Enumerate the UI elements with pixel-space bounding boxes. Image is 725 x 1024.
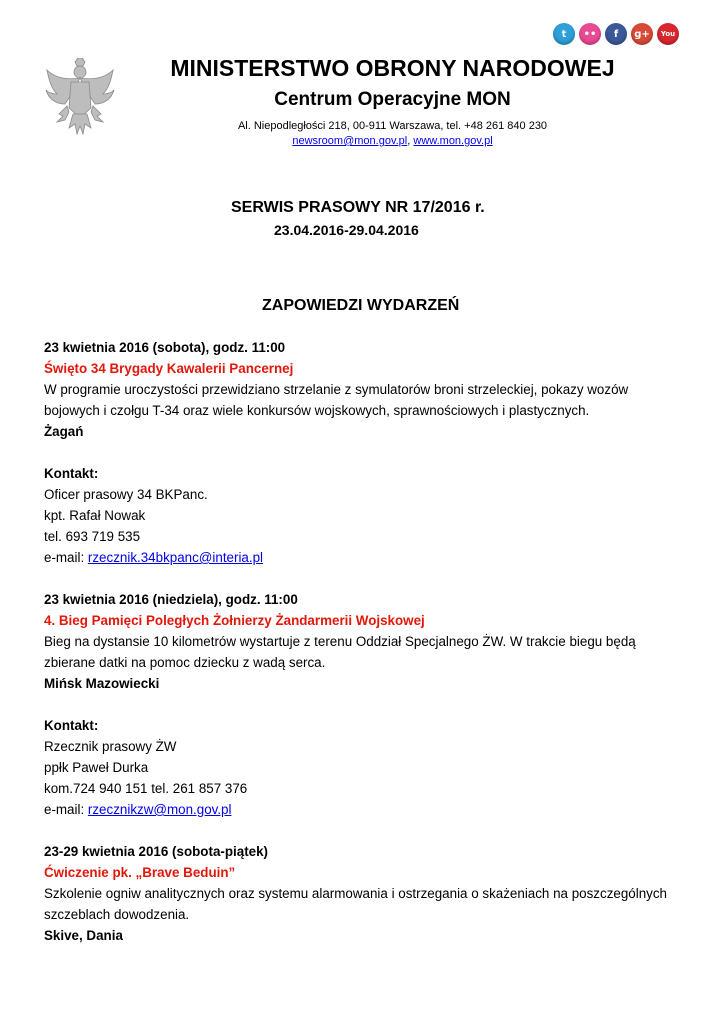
contact-line: Rzecznik prasowy ŻW [44,739,177,754]
youtube-icon[interactable]: You [657,23,679,45]
event-place: Żagań [44,424,84,439]
contact-line: tel. 693 719 535 [44,529,141,544]
contact-email [44,799,684,820]
section-heading: ZAPOWIEDZI WYDARZEŃ [262,297,460,314]
flickr-icon[interactable]: •• [579,23,601,45]
center-title: Centrum Operacyjne MON [274,89,511,110]
event-place: Mińsk Mazowiecki [44,676,160,691]
header-links [30,135,725,147]
facebook-icon[interactable]: f [605,23,627,45]
contact-line: kpt. Rafał Nowak [44,508,146,523]
google-plus-icon[interactable]: g+ [631,23,653,45]
contact-line: ppłk Paweł Durka [44,760,149,775]
event-description: W programie uroczystości przewidziano strzelanie z symulatorów broni strzeleckiej, pokazy wozów bojowych i czołgu T-34 oraz wiele konkursów wojskowych, sprawnościowych i plastycznych. [44,382,629,418]
email-prefix: e-mail: [44,802,88,817]
event-item [44,841,684,946]
event-item [44,337,684,568]
link-separator: , [407,135,414,147]
twitter-icon[interactable]: t [553,23,575,45]
contact-label: Kontakt: [44,466,99,481]
event-date: 23 kwietnia 2016 (niedziela), godz. 11:00 [44,592,298,607]
address: Al. Niepodległości 218, 00-911 Warszawa, tel. +48 261 840 230 [237,120,548,132]
event-item [44,589,684,820]
event-place: Skive, Dania [44,928,123,943]
event-title: Ćwiczenie pk. „Brave Beduin” [44,865,236,880]
website-link[interactable]: www.mon.gov.pl [413,135,493,147]
contact-email-link[interactable]: rzecznik.34bkpanc@interia.pl [87,550,264,565]
event-date: 23-29 kwietnia 2016 (sobota-piątek) [44,844,269,859]
contact-email-link[interactable]: rzecznikzw@mon.gov.pl [87,802,232,817]
ministry-title: MINISTERSTWO OBRONY NARODOWEJ [170,55,615,81]
event-description: Szkolenie ogniw analitycznych oraz systemu alarmowania i ostrzegania o skażeniach na poszczególnych szczeblach dowodzenia. [44,886,667,922]
event-date: 23 kwietnia 2016 (sobota), godz. 11:00 [44,340,286,355]
press-service-title: SERWIS PRASOWY NR 17/2016 r. [231,199,485,216]
contact-line: Oficer prasowy 34 BKPanc. [44,487,208,502]
event-description: Bieg na dystansie 10 kilometrów wystartuje z terenu Oddział Specjalnego ŻW. W trakcie biegu będą zbierane datki na pomoc dziecku z wadą serca. [44,634,636,670]
newsroom-email-link[interactable]: newsroom@mon.gov.pl [292,135,408,147]
social-icons [553,23,679,45]
email-prefix: e-mail: [44,550,88,565]
event-title: 4. Bieg Pamięci Poległych Żołnierzy Żandarmerii Wojskowej [44,613,425,628]
contact-line: kom.724 940 151 tel. 261 857 376 [44,781,248,796]
contact-email [44,547,684,568]
date-range: 23.04.2016-29.04.2016 [274,222,419,238]
contact-label: Kontakt: [44,718,99,733]
events-list [44,337,684,967]
event-title: Święto 34 Brygady Kawalerii Pancernej [44,361,294,376]
